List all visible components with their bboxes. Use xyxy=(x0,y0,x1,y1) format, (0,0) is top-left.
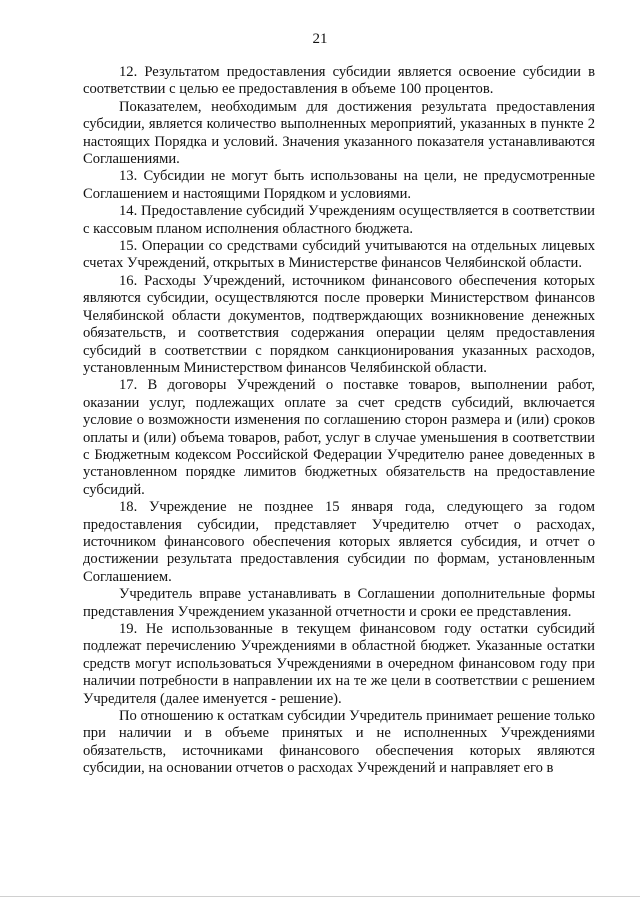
paragraph-16-expenses: 16. Расходы Учреждений, источником финансового обеспечения которых являются субсидии, осуществляются после проверки Министерством финансов Челябинской области документов, подтверждающих возникновение денежных обязательств, и соответствия содержания операции целям предоставления субсидий в соответствии с порядком санкционирования указанных расходов, установленным Министерством финансов Челябинской области. xyxy=(83,272,595,376)
paragraph-13-usage: 13. Субсидии не могут быть использованы на цели, не предусмотренные Соглашением и настоящими Порядком и условиями. xyxy=(83,168,595,202)
paragraph-19-balances: 19. Не использованные в текущем финансовом году остатки субсидий подлежат перечислению Учреждениями в областной бюджет. Указанные остатки средств могут использоваться Учреждениями в очередном финансовом году при наличии потребности в направлении их на те же цели в соответствии с решением Учредителя (далее именуется - решение). xyxy=(83,621,595,707)
paragraph-indicator: Показателем, необходимым для достижения результата предоставления субсидии, является количество выполненных мероприятий, указанных в пункте 2 настоящих Порядка и условий. Значения указанного показателя устанавливаются Соглашениями. xyxy=(83,98,595,168)
page-number: 21 xyxy=(312,31,328,47)
paragraph-18-reporting: 18. Учреждение не позднее 15 января года, следующего за годом предоставления субсидии, представляет Учредителю отчет о расходах, источником финансового обеспечения которых является субсидия, и отчет о достижении результата предоставления субсидии по формам, установленным Соглашением. xyxy=(83,499,595,585)
paragraph-15-accounts: 15. Операции со средствами субсидий учитываются на отдельных лицевых счетах Учреждений, открытых в Министерстве финансов Челябинской области. xyxy=(83,238,595,272)
paragraph-additional-forms: Учредитель вправе устанавливать в Соглашении дополнительные формы представления Учреждением указанной отчетности и сроки ее представления. xyxy=(83,586,595,620)
paragraph-balances-decision: По отношению к остаткам субсидии Учредитель принимает решение только при наличии и в объеме принятых и не исполненных Учреждениями обязательств, источниками финансового обеспечения которых являются субсидии, на основании отчетов о расходах Учреждений и направляет его в xyxy=(83,708,595,777)
document-body xyxy=(83,64,595,778)
paragraph-12-result: 12. Результатом предоставления субсидии является освоение субсидии в соответствии с целью ее предоставления в объеме 100 процентов. xyxy=(83,64,595,98)
paragraph-14-cash-plan: 14. Предоставление субсидий Учреждениям осуществляется в соответствии с кассовым планом исполнения областного бюджета. xyxy=(83,203,595,237)
page-bottom-edge xyxy=(0,896,640,897)
paragraph-17-contracts: 17. В договоры Учреждений о поставке товаров, выполнении работ, оказании услуг, подлежащих оплате за счет средств субсидий, включается условие о возможности изменения по соглашению сторон размера и (или) сроков оплаты и (или) объема товаров, работ, услуг в случае уменьшения в соответствии с Бюджетным кодексом Российской Федерации Учредителю ранее доведенных в установленном порядке лимитов бюджетных обязательств на предоставление субсидий. xyxy=(83,377,595,498)
